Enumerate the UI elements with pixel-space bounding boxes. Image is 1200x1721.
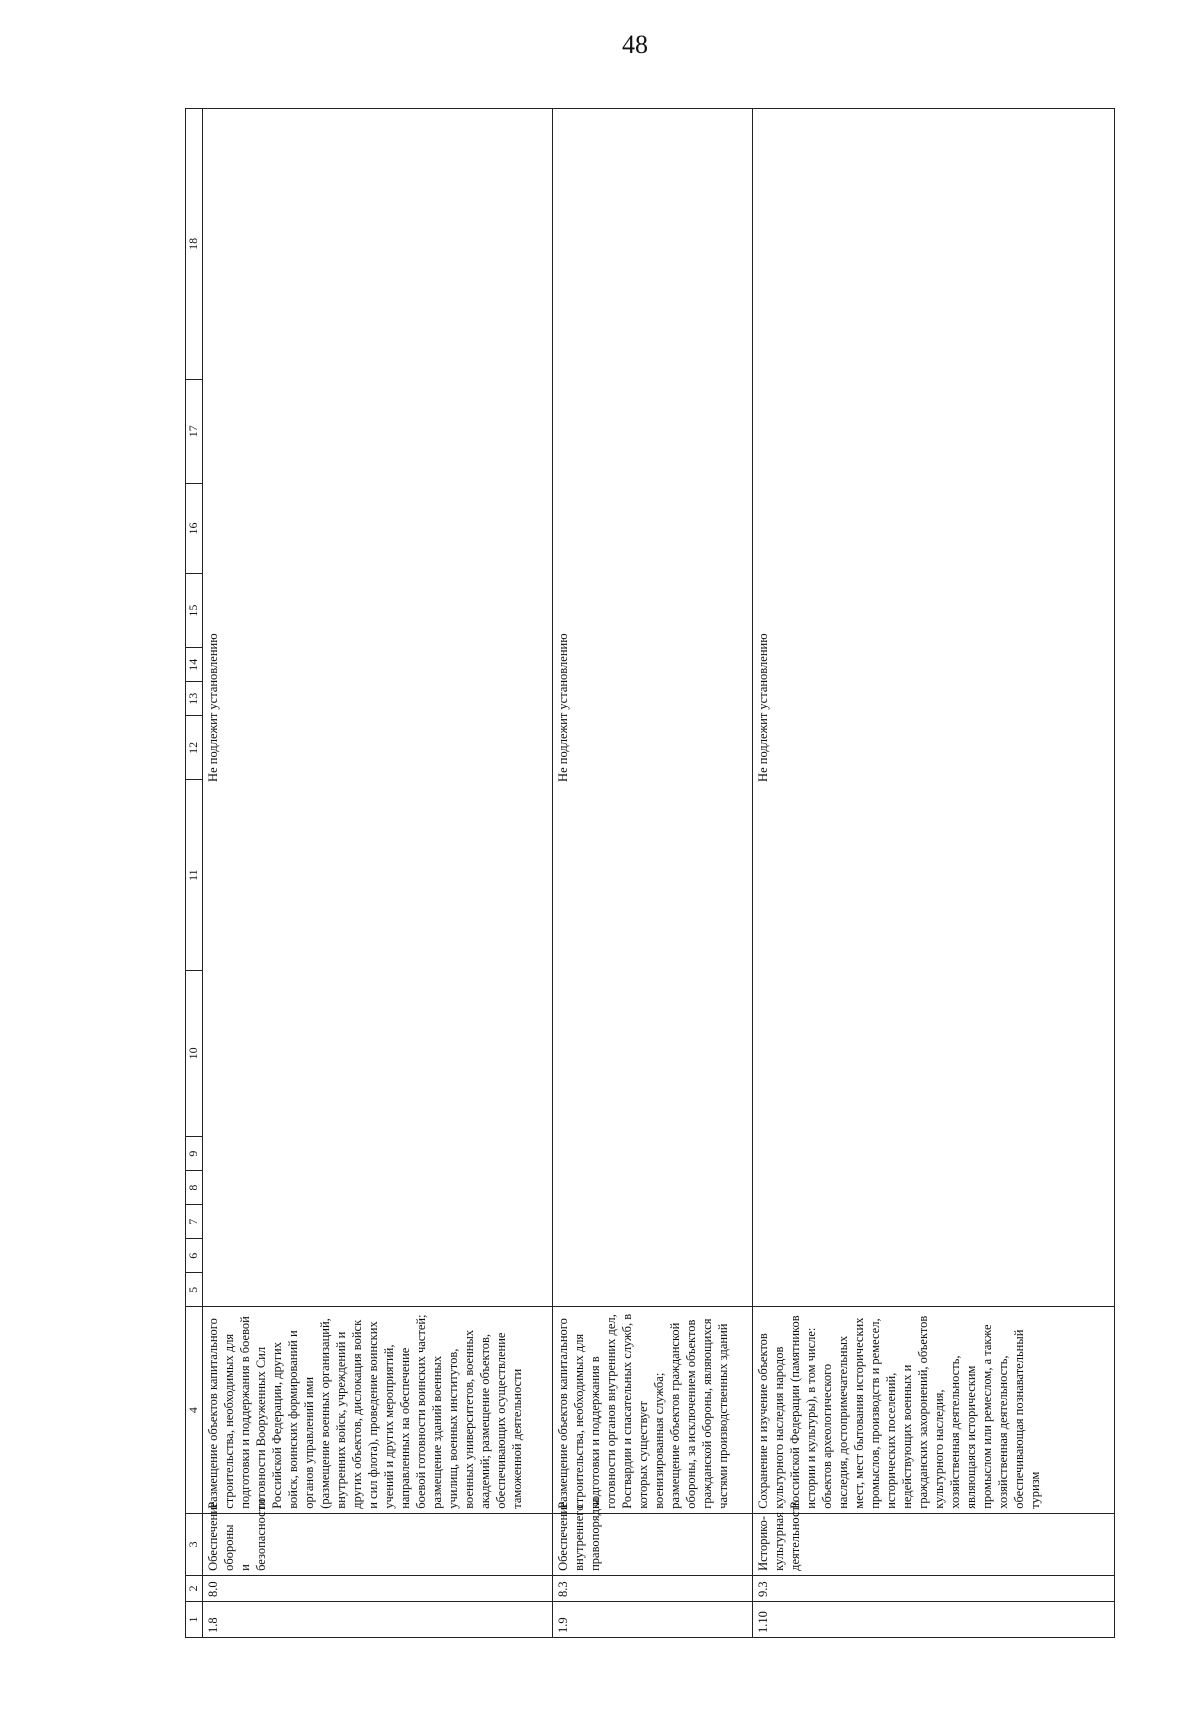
row-description: Размещение объектов капитального строительства, необходимых для подготовки и поддержания в боевой готовности Вооруженных Сил Российской Федерации, других войск, воинских формирований и органов управлений ими (размещение военных организаций, внутренних войск, учреждений и других объектов, дислокация войск и сил флота), проведение воинских учений и других мероприятий, направленных на обеспечение боевой готовности воинских частей; размещение зданий военных училищ, военных институтов, военных университетов, военных академий; размещение объектов, обеспечивающих осуществление таможенной деятельности [203, 1307, 553, 1513]
header-col-7: 7 [186, 1205, 203, 1239]
header-col-2: 2 [186, 1575, 203, 1601]
row-code: 9.3 [753, 1575, 1115, 1601]
row-name: Историко-культурная деятельность [753, 1513, 1115, 1575]
rotated-table [185, 108, 1115, 1638]
row-name: Обеспечение внутреннего правопорядка [553, 1513, 753, 1575]
table-row [553, 109, 753, 1638]
header-col-13: 13 [186, 682, 203, 716]
header-col-18: 18 [186, 109, 203, 380]
row-name: Обеспечение обороны и безопасности [203, 1513, 553, 1575]
row-code: 8.0 [203, 1575, 553, 1601]
header-col-15: 15 [186, 574, 203, 648]
header-col-10: 10 [186, 970, 203, 1136]
header-col-4: 4 [186, 1307, 203, 1513]
header-col-12: 12 [186, 716, 203, 780]
row-number: 1.10 [753, 1601, 1115, 1637]
row-description: Сохранение и изучение объектов культурного наследия народов Российской Федерации (памятников истории и культуры), в том числе: объектов археологического наследия, достопримечательных мест, мест бытования исторических промыслов, производств и ремесел, исторических поселений, недействующих военных и гражданских захоронений, объектов культурного наследия, хозяйственная деятельность, являющаяся историческим промыслом или ремеслом, а также хозяйственная деятельность, обеспечивающая познавательный туризм [753, 1307, 1115, 1513]
header-col-11: 11 [186, 780, 203, 970]
header-row [186, 109, 203, 1638]
header-col-3: 3 [186, 1513, 203, 1575]
row-note: Не подлежит установлению [753, 109, 1115, 1307]
land-use-table [185, 108, 1115, 1638]
header-col-17: 17 [186, 379, 203, 483]
header-col-6: 6 [186, 1239, 203, 1273]
row-note: Не подлежит установлению [203, 109, 553, 1307]
header-col-16: 16 [186, 483, 203, 573]
header-col-5: 5 [186, 1273, 203, 1307]
table-row [753, 109, 1115, 1638]
header-col-9: 9 [186, 1137, 203, 1171]
row-description: Размещение объектов капитального строительства, необходимых для подготовки и поддержания в готовности органов внутренних дел, Росгвардии и спасательных служб, в которых существует военизированная служба; размещение объектов гражданской обороны, за исключением объектов гражданской обороны, являющихся частями производственных зданий [553, 1307, 753, 1513]
row-number: 1.8 [203, 1601, 553, 1637]
row-number: 1.9 [553, 1601, 753, 1637]
header-col-1: 1 [186, 1601, 203, 1637]
row-note: Не подлежит установлению [553, 109, 753, 1307]
header-col-8: 8 [186, 1171, 203, 1205]
page-number: 48 [622, 30, 648, 59]
header-col-14: 14 [186, 648, 203, 682]
table-row [203, 109, 553, 1638]
row-code: 8.3 [553, 1575, 753, 1601]
